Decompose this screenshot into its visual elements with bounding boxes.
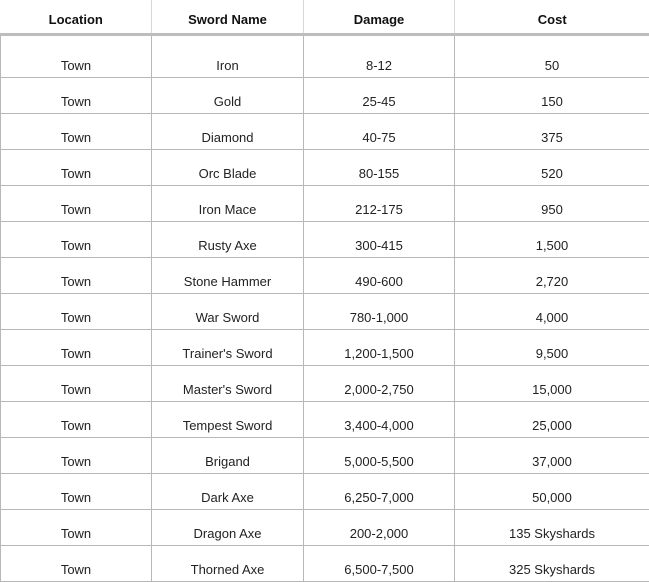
cost-cell[interactable]: 25,000 <box>455 401 649 437</box>
sword-name-cell[interactable]: Dark Axe <box>152 473 304 509</box>
sword-name-cell[interactable]: Rusty Axe <box>152 221 304 257</box>
cost-cell[interactable]: 50 <box>455 34 649 77</box>
sword-name-cell[interactable]: Master's Sword <box>152 365 304 401</box>
table-row <box>1 34 649 77</box>
location-cell[interactable]: Town <box>1 509 152 545</box>
damage-cell[interactable]: 2,000-2,750 <box>304 365 455 401</box>
header-row <box>1 0 649 34</box>
sword-name-cell[interactable]: Trainer's Sword <box>152 329 304 365</box>
sword-name-cell[interactable]: Brigand <box>152 437 304 473</box>
location-cell[interactable]: Town <box>1 185 152 221</box>
damage-cell[interactable]: 40-75 <box>304 113 455 149</box>
table-body <box>1 34 649 581</box>
sword-name-cell[interactable]: Iron <box>152 34 304 77</box>
location-cell[interactable]: Town <box>1 365 152 401</box>
damage-cell[interactable]: 490-600 <box>304 257 455 293</box>
damage-cell[interactable]: 25-45 <box>304 77 455 113</box>
sword-name-cell[interactable]: Thorned Axe <box>152 545 304 581</box>
location-cell[interactable]: Town <box>1 113 152 149</box>
cost-cell[interactable]: 15,000 <box>455 365 649 401</box>
location-cell[interactable]: Town <box>1 34 152 77</box>
header-sword-name: Sword Name <box>152 0 304 34</box>
damage-cell[interactable]: 1,200-1,500 <box>304 329 455 365</box>
damage-cell[interactable]: 8-12 <box>304 34 455 77</box>
table-row <box>1 437 649 473</box>
header-damage: Damage <box>304 0 455 34</box>
location-cell[interactable]: Town <box>1 257 152 293</box>
cost-cell[interactable]: 1,500 <box>455 221 649 257</box>
header-location: Location <box>1 0 152 34</box>
sword-name-cell[interactable]: Orc Blade <box>152 149 304 185</box>
damage-cell[interactable]: 300-415 <box>304 221 455 257</box>
cost-cell[interactable]: 2,720 <box>455 257 649 293</box>
location-cell[interactable]: Town <box>1 545 152 581</box>
table-row <box>1 401 649 437</box>
damage-cell[interactable]: 5,000-5,500 <box>304 437 455 473</box>
table-row <box>1 149 649 185</box>
table-row <box>1 473 649 509</box>
damage-cell[interactable]: 200-2,000 <box>304 509 455 545</box>
cost-cell[interactable]: 950 <box>455 185 649 221</box>
location-cell[interactable]: Town <box>1 77 152 113</box>
cost-cell[interactable]: 4,000 <box>455 293 649 329</box>
location-cell[interactable]: Town <box>1 293 152 329</box>
sword-name-cell[interactable]: War Sword <box>152 293 304 329</box>
location-cell[interactable]: Town <box>1 329 152 365</box>
table-row <box>1 77 649 113</box>
damage-cell[interactable]: 6,250-7,000 <box>304 473 455 509</box>
damage-cell[interactable]: 3,400-4,000 <box>304 401 455 437</box>
sword-name-cell[interactable]: Tempest Sword <box>152 401 304 437</box>
sword-name-cell[interactable]: Iron Mace <box>152 185 304 221</box>
table-row <box>1 257 649 293</box>
header-cost: Cost <box>455 0 649 34</box>
cost-cell[interactable]: 150 <box>455 77 649 113</box>
cost-cell[interactable]: 325 Skyshards <box>455 545 649 581</box>
cost-cell[interactable]: 9,500 <box>455 329 649 365</box>
damage-cell[interactable]: 80-155 <box>304 149 455 185</box>
table-row <box>1 293 649 329</box>
location-cell[interactable]: Town <box>1 473 152 509</box>
cost-cell[interactable]: 37,000 <box>455 437 649 473</box>
table-row <box>1 221 649 257</box>
damage-cell[interactable]: 780-1,000 <box>304 293 455 329</box>
table-row <box>1 509 649 545</box>
sword-name-cell[interactable]: Stone Hammer <box>152 257 304 293</box>
table-row <box>1 365 649 401</box>
table-row <box>1 113 649 149</box>
table-row <box>1 545 649 581</box>
location-cell[interactable]: Town <box>1 221 152 257</box>
cost-cell[interactable]: 520 <box>455 149 649 185</box>
damage-cell[interactable]: 212-175 <box>304 185 455 221</box>
sword-name-cell[interactable]: Dragon Axe <box>152 509 304 545</box>
location-cell[interactable]: Town <box>1 401 152 437</box>
table-row <box>1 185 649 221</box>
sword-name-cell[interactable]: Gold <box>152 77 304 113</box>
sword-name-cell[interactable]: Diamond <box>152 113 304 149</box>
location-cell[interactable]: Town <box>1 149 152 185</box>
table-row <box>1 329 649 365</box>
cost-cell[interactable]: 50,000 <box>455 473 649 509</box>
cost-cell[interactable]: 375 <box>455 113 649 149</box>
location-cell[interactable]: Town <box>1 437 152 473</box>
damage-cell[interactable]: 6,500-7,500 <box>304 545 455 581</box>
cost-cell[interactable]: 135 Skyshards <box>455 509 649 545</box>
